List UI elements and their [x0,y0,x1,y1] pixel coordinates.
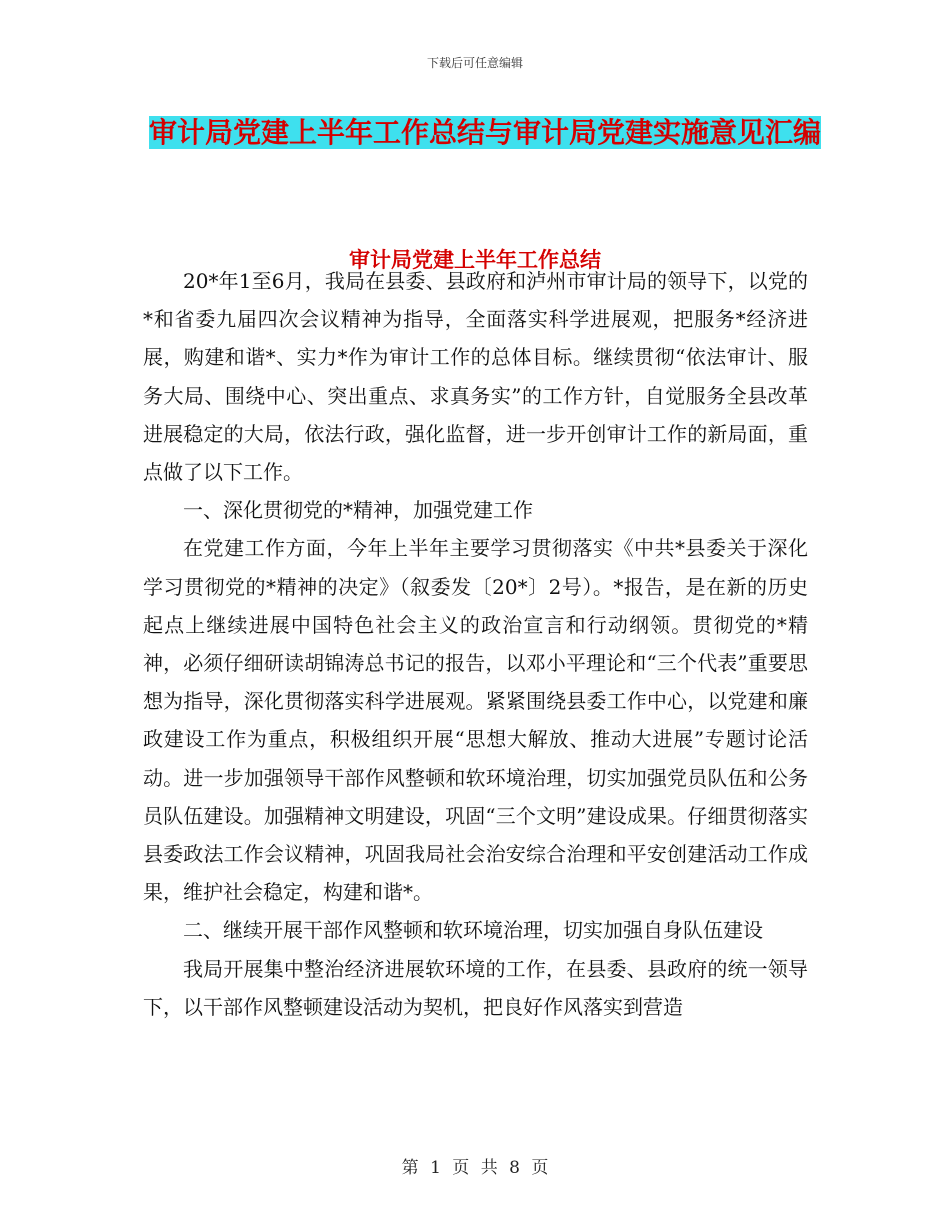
paragraph: 20*年1至6月，我局在县委、县政府和泸州市审计局的领导下，以党的*和省委九届四次会议精神为指导，全面落实科学进展观，把服务*经济进展，购建和谐*、实力*作为审计工作的总体目标。继续贯彻“依法审计、服务大局、围绕中心、突出重点、求真务实”的工作方针，自觉服务全县改革进展稳定的大局，依法行政，强化监督，进一步开创审计工作的新局面，重点做了以下工作。 [143,269,808,485]
page-footer: 第 1 页 共 8 页 [401,1158,549,1178]
section-title: 审计局党建上半年工作总结 [349,248,601,272]
paragraph: 我局开展集中整治经济进展软环境的工作，在县委、县政府的统一领导下，以干部作风整顿建设活动为契机，把良好作风落实到营造 [143,956,808,1019]
paragraph: 在党建工作方面，今年上半年主要学习贯彻落实《中共*县委关于深化学习贯彻党的*精神的决定》（叙委发〔20*〕2号）。*报告，是在新的历史起点上继续进展中国特色社会主义的政治宣言和行动纲领。贯彻党的*精神，必须仔细研读胡锦涛总书记的报告，以邓小平理论和“三个代表”重要思想为指导，深化贯彻落实科学进展观。紧紧围绕县委工作中心，以党建和廉政建设工作为重点，积极组织开展“思想大解放、推动大进展”专题讨论活动。进一步加强领导干部作风整顿和软环境治理，切实加强党员队伍和公务员队伍建设。加强精神文明建设，巩固“三个文明”建设成果。仔细贯彻落实县委政法工作会议精神，巩固我局社会治安综合治理和平安创建活动工作成果，维护社会稳定，构建和谐*。 [143,536,808,905]
paragraph-heading: 一、深化贯彻党的*精神，加强党建工作 [183,498,533,523]
document-title-text: 审计局党建上半年工作总结与审计局党建实施意见汇编 [148,116,821,149]
header-note: 下载后可任意编辑 [426,56,523,70]
document-title [140,108,830,158]
paragraph-heading: 二、继续开展干部作风整顿和软环境治理，切实加强自身队伍建设 [183,918,763,943]
document-body [143,262,808,1026]
